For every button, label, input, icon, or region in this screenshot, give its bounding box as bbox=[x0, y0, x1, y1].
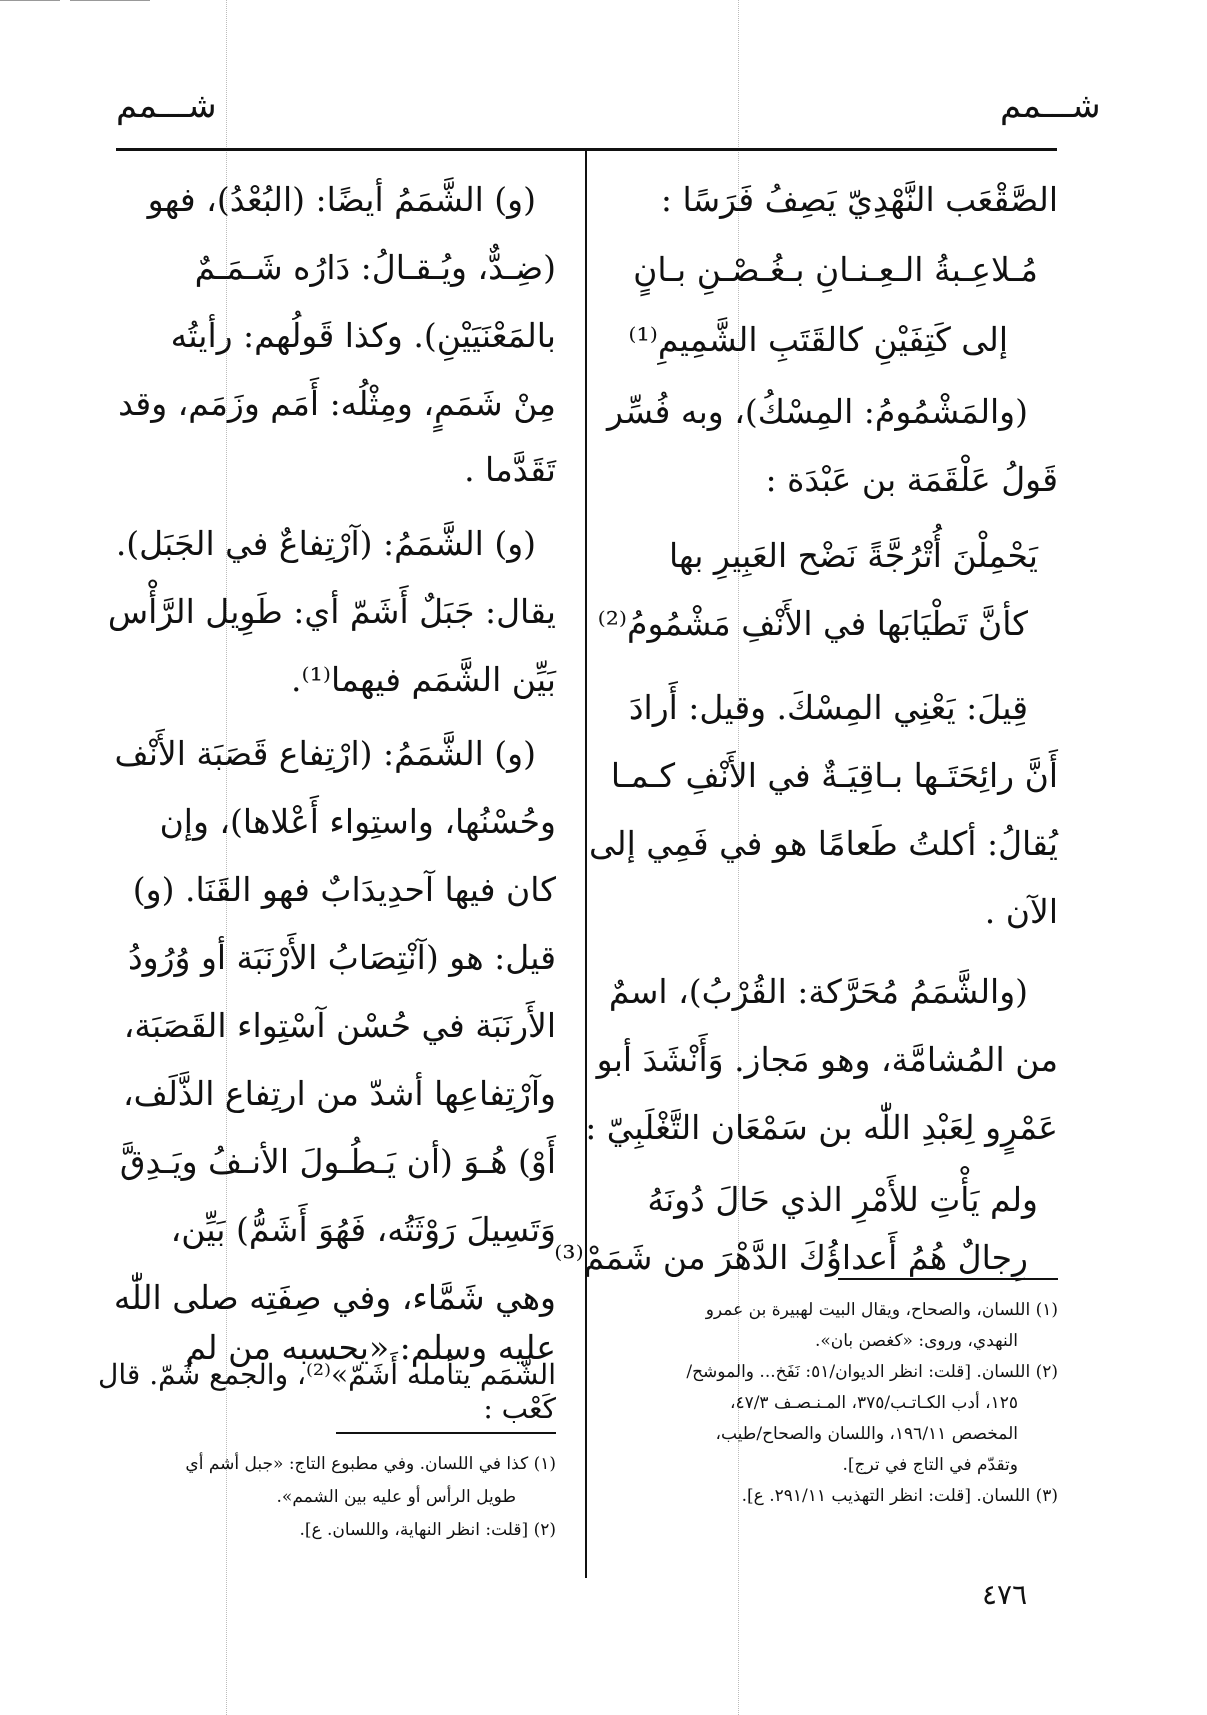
text-line: بَيِّن الشَّمَم فيهما⁽¹⁾. bbox=[291, 660, 556, 699]
text-line: (و) الشَّمَمُ أيضًا: (البُعْدُ)، فهو bbox=[147, 180, 536, 219]
scan-edge-line bbox=[0, 0, 60, 1]
footnote-line: (٢) اللسان. [قلت: انظر الديوان/٥١: نَفَخ... والموشح/ bbox=[686, 1362, 1058, 1382]
scan-edge-line bbox=[70, 0, 150, 1]
text-line: الصَّقْعَب النَّهْدِيّ يَصِفُ فَرَسًا : bbox=[660, 180, 1058, 219]
footnote-line: (٢) [قلت: انظر النهاية، واللسان. ع]. bbox=[299, 1520, 556, 1540]
text-line: كان فيها آحدِيدَابٌ فهو القَنَا. (و) bbox=[132, 870, 556, 909]
footnote-line: (٣) اللسان. [قلت: انظر التهذيب ٢٩١/١١. ع]. bbox=[741, 1486, 1058, 1506]
verse-line: مُـلاعِـبةُ الـعِـنـانِ بـغُـصْـنِ بـانٍ bbox=[633, 250, 1038, 289]
footnote-line: النهدي، وروى: «كغصن بان». bbox=[814, 1331, 1018, 1351]
footnote-line: (١) كذا في اللسان. وفي مطبوع التاج: «جبل أشم أي bbox=[185, 1454, 556, 1474]
text-line: الشَّمَم يتأمله أَشَمّ»⁽²⁾، والجمع شُمّ. قال bbox=[98, 1358, 556, 1391]
text-line: الأَرنَبَة في حُسْن آسْتِواء القَصَبَة، bbox=[123, 1006, 556, 1045]
text-line: عَمْرٍو لِعَبْدِ اللّٰه بن سَمْعَان التَّغْلَبِيّ : bbox=[585, 1108, 1058, 1147]
text-line: بالمَعْنَيَيْنِ). وكذا قَولُهم: رأيتُه bbox=[170, 316, 556, 355]
running-header-right: شـــمم bbox=[1000, 86, 1101, 126]
text-line: يقال: جَبَلٌ أَشَمّ أي: طَوِيل الرَّأْس bbox=[107, 592, 556, 631]
text-line: تَقَدَّما . bbox=[464, 450, 556, 489]
text-line: قيل: هو (آنْتِصَابُ الأَرْنَبَة أو وُرُودُ bbox=[127, 938, 556, 977]
text-line: قِيلَ: يَعْنِي المِسْكَ. وقيل: أَرادَ bbox=[628, 688, 1028, 727]
footnote-rule-right bbox=[838, 1278, 1058, 1280]
text-line: (و) الشَّمَمُ: (آرْتِفاعٌ في الجَبَل). bbox=[115, 524, 536, 563]
text-line: أَوْ) هُـوَ (أن يَـطُـولَ الأنـفُ ويَـدِقَّ bbox=[119, 1142, 556, 1181]
text-line: وآرْتِفاعِها أشدّ من ارتِفاع الذَّلَف، bbox=[123, 1074, 556, 1113]
column-divider bbox=[585, 150, 587, 1578]
text-line: وهي شَمَّاء، وفي صِفَتِه صلى اللّٰه bbox=[113, 1278, 556, 1317]
footnote-line: (١) اللسان، والصحاح، ويقال البيت لهبيرة بن عمرو bbox=[705, 1300, 1058, 1320]
text-line: مِنْ شَمَمٍ، ومِثْلُه: أَمَم وزَمَم، وقد bbox=[118, 384, 556, 423]
verse-line: رِجالٌ هُمُ أَعداؤُكَ الدَّهْرَ من شَمَمْ⁽³⁾ bbox=[554, 1238, 1028, 1277]
text-line: (ضِـدٌّ، ويُـقـالُ: دَارُه شَـمَـمٌ bbox=[194, 248, 556, 287]
footnote-line: وتقدّم في التاج في ترج]. bbox=[842, 1455, 1018, 1475]
footnote-line: المخصص ١٩٦/١١، واللسان والصحاح/طيب، bbox=[715, 1424, 1018, 1444]
running-header-left: شـــمم bbox=[116, 86, 217, 126]
text-line: من المُشامَّة، وهو مَجاز. وَأَنْشَدَ أبو bbox=[596, 1040, 1058, 1079]
text-line: وحُسْنُها، واستِواء أَعْلاها)، وإن bbox=[159, 802, 556, 841]
footnote-rule-left bbox=[336, 1432, 556, 1434]
left-column bbox=[98, 180, 556, 1425]
text-line: عليه وسلم: «يحسبه من لم bbox=[185, 1328, 556, 1367]
verse-line: ولم يَأْتِ للأَمْرِ الذي حَالَ دُونَهُ bbox=[647, 1180, 1038, 1219]
text-line: (و) الشَّمَمُ: (ارْتِفاع قَصَبَة الأَنْف bbox=[114, 734, 536, 773]
text-line: الآن . bbox=[984, 892, 1058, 931]
page-number: ٤٧٦ bbox=[982, 1578, 1028, 1611]
right-column bbox=[554, 180, 1058, 1280]
text-line: (والمَشْمُومُ: المِسْكُ)، وبه فُسِّر bbox=[606, 392, 1028, 431]
footnote-line: طويل الرأس أو عليه بين الشمم». bbox=[276, 1487, 516, 1507]
verse-line: كأنَّ تَطْيَابَها في الأَنْفِ مَشْمُومُ⁽²⁾ bbox=[597, 604, 1028, 643]
text-line: وَتَسِيلَ رَوْثَتُه، فَهُوَ أَشَمُّ) بَيِّن، bbox=[170, 1210, 556, 1249]
footnote-line: ١٢٥، أدب الكـاتـب/٣٧٥، المـنـصـف ٤٧/٣، bbox=[729, 1393, 1018, 1413]
text-line: يُقالُ: أكلتُ طَعامًا هو في فَمِي إلى bbox=[589, 824, 1058, 863]
left-footnotes bbox=[116, 1454, 556, 1564]
text-line: (والشَّمَمُ مُحَرَّكة: القُرْبُ)، اسمٌ bbox=[608, 972, 1028, 1011]
verse-line: إلى كَتِفَيْنِ كالقَتَبِ الشَّمِيمِ⁽¹⁾ bbox=[628, 320, 1008, 359]
text-line: قَولُ عَلْقَمَة بن عَبْدَة : bbox=[765, 460, 1058, 499]
text-line: أَنَّ رائِحَتَـها بـاقِيَـةٌ في الأَنْفِ كـمـا bbox=[610, 756, 1058, 795]
right-footnotes bbox=[630, 1300, 1058, 1520]
text-line: كَعْب : bbox=[483, 1392, 556, 1425]
verse-line: يَحْمِلْنَ أُتْرُجَّةً نَضْح العَبِيرِ بها bbox=[668, 536, 1038, 575]
